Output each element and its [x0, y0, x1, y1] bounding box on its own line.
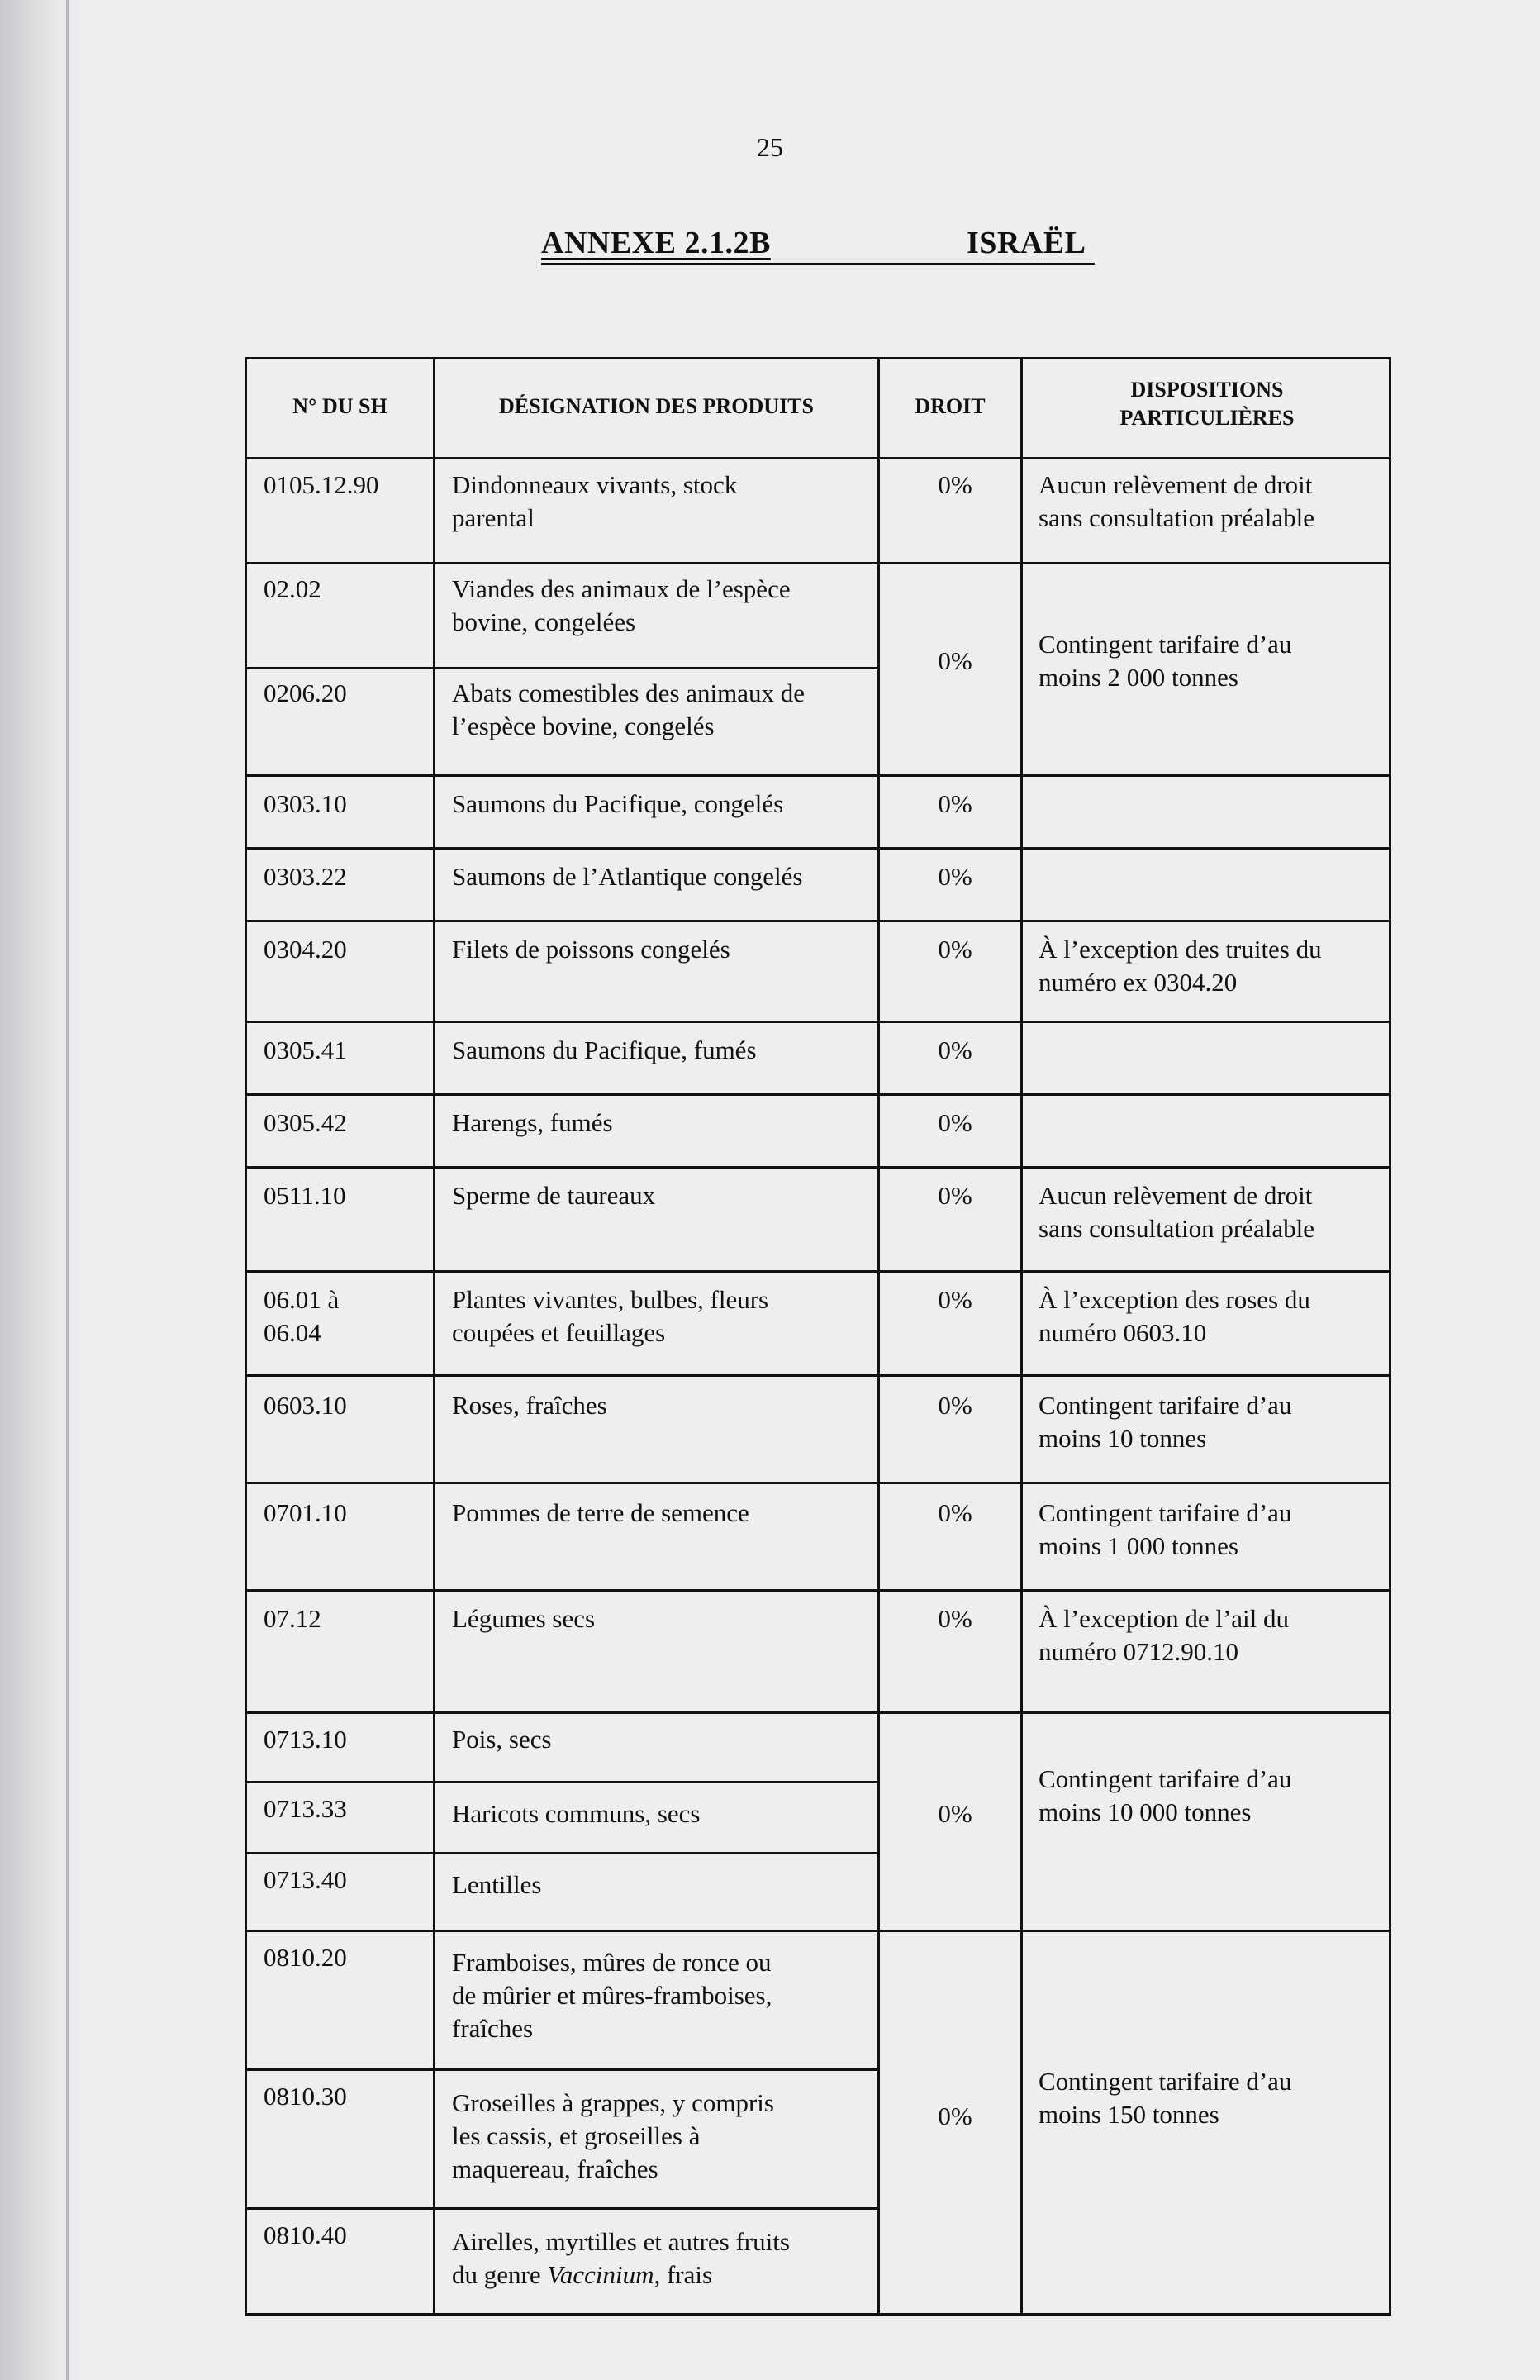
hs-code: 0701.10	[264, 1498, 347, 1527]
row-divider	[247, 920, 1389, 922]
duty-rate: 0%	[938, 646, 972, 675]
hs-code: 0810.40	[264, 2221, 347, 2249]
hs-code: 0511.10	[264, 1181, 346, 1210]
hs-code: 02.02	[264, 574, 321, 603]
duty-rate: 0%	[938, 1498, 972, 1527]
hs-code: 0713.40	[264, 1865, 347, 1894]
header-designation: DÉSIGNATION DES PRODUITS	[499, 394, 814, 418]
row-divider	[247, 1093, 1389, 1096]
product-designation: Harengs, fumés	[452, 1108, 613, 1137]
hs-code: 0713.33	[264, 1794, 347, 1823]
special-provisions: À l’exception des truites du numéro ex 0304.20	[1039, 935, 1322, 997]
duty-rate: 0%	[938, 862, 972, 891]
product-designation: Saumons de l’Atlantique congelés	[452, 862, 803, 891]
duty-rate: 0%	[938, 1285, 972, 1314]
product-designation: Légumes secs	[452, 1604, 596, 1633]
row-divider	[247, 1781, 880, 1783]
special-provisions: Contingent tarifaire d’au moins 1 000 tonnes	[1039, 1498, 1292, 1560]
hs-code: 06.01 à 06.04	[264, 1285, 340, 1347]
duty-rate: 0%	[938, 1108, 972, 1137]
hs-code: 0304.20	[264, 935, 347, 964]
hs-code: 0303.10	[264, 789, 347, 818]
hs-code: 0303.22	[264, 862, 347, 891]
product-designation: Framboises, mûres de ronce ou de mûrier et mûres-framboises, fraîches	[452, 1948, 772, 2043]
product-designation: Viandes des animaux de l’espèce bovine, congelées	[452, 574, 791, 636]
product-designation: Filets de poissons congelés	[452, 935, 730, 964]
row-divider	[247, 667, 880, 669]
row-divider	[247, 457, 1389, 459]
product-designation: Sperme de taureaux	[452, 1181, 656, 1210]
header-provisions	[1023, 376, 1391, 432]
duty-rate: 0%	[938, 1799, 972, 1828]
product-designation: Haricots communs, secs	[452, 1799, 701, 1828]
hs-code: 07.12	[264, 1604, 321, 1633]
row-divider	[247, 1021, 1389, 1023]
country-title: ISRAËL	[967, 226, 1086, 260]
product-designation: Plantes vivantes, bulbes, fleurs coupées et feuillages	[452, 1285, 769, 1347]
row-divider	[247, 1589, 1389, 1592]
product-designation: Saumons du Pacifique, congelés	[452, 789, 784, 818]
hs-code: 0105.12.90	[264, 470, 379, 499]
duty-rate: 0%	[938, 1391, 972, 1420]
duty-rate: 0%	[938, 470, 972, 499]
page-number: 25	[757, 132, 783, 162]
row-divider	[247, 2207, 880, 2210]
header-provisions-line: DISPOSITIONS	[1130, 378, 1284, 402]
product-designation: Roses, fraîches	[452, 1391, 607, 1420]
row-divider	[247, 1711, 1389, 1714]
column-divider	[433, 359, 435, 2313]
page-spine-shadow	[0, 0, 83, 2380]
hs-code: 0603.10	[264, 1391, 347, 1420]
product-designation: Airelles, myrtilles et autres fruits du genre Vaccinium, frais	[452, 2227, 790, 2289]
product-designation: Groseilles à grappes, y compris les cassis, et groseilles à maquereau, fraîches	[452, 2088, 774, 2183]
header-duty: DROIT	[915, 394, 986, 418]
duty-rate: 0%	[938, 2102, 972, 2130]
column-divider	[1020, 359, 1023, 2313]
hs-code: 0713.10	[264, 1725, 347, 1754]
row-divider	[247, 1374, 1389, 1377]
product-designation: Pois, secs	[452, 1725, 552, 1754]
hs-code: 0305.42	[264, 1108, 347, 1137]
binding-edge	[66, 0, 69, 2380]
special-provisions: Aucun relèvement de droit sans consultation préalable	[1039, 1181, 1315, 1243]
duty-rate: 0%	[938, 1035, 972, 1064]
title-underline	[541, 263, 1095, 265]
product-designation: Lentilles	[452, 1870, 542, 1899]
product-designation: Dindonneaux vivants, stock parental	[452, 470, 738, 532]
column-divider	[877, 359, 880, 2313]
row-divider	[247, 2068, 880, 2071]
row-divider	[247, 847, 1389, 850]
special-provisions: Contingent tarifaire d’au moins 2 000 tonnes	[1039, 630, 1292, 692]
duty-rate: 0%	[938, 1181, 972, 1210]
hs-code: 0810.20	[264, 1943, 347, 1972]
special-provisions: Aucun relèvement de droit sans consultation préalable	[1039, 470, 1315, 532]
duty-rate: 0%	[938, 935, 972, 964]
row-divider	[247, 774, 1389, 777]
special-provisions: Contingent tarifaire d’au moins 10 000 tonnes	[1039, 1764, 1292, 1826]
duty-rate: 0%	[938, 789, 972, 818]
row-divider	[247, 1852, 880, 1854]
special-provisions: À l’exception des roses du numéro 0603.10	[1039, 1285, 1310, 1347]
tariff-table	[245, 357, 1391, 2316]
annex-title: ANNEXE 2.1.2B	[541, 226, 771, 260]
product-designation: Saumons du Pacifique, fumés	[452, 1035, 757, 1064]
row-divider	[247, 1166, 1389, 1169]
hs-code: 0206.20	[264, 678, 347, 707]
hs-code: 0305.41	[264, 1035, 347, 1064]
row-divider	[247, 1930, 1389, 1932]
row-divider	[247, 1482, 1389, 1484]
product-designation: Pommes de terre de semence	[452, 1498, 749, 1527]
special-provisions: Contingent tarifaire d’au moins 150 tonnes	[1039, 2067, 1292, 2129]
special-provisions: Contingent tarifaire d’au moins 10 tonnes	[1039, 1391, 1292, 1453]
header-hs-code: N° DU SH	[292, 394, 387, 418]
header-provisions-line: PARTICULIÈRES	[1119, 406, 1295, 430]
duty-rate: 0%	[938, 1604, 972, 1633]
row-divider	[247, 1270, 1389, 1273]
hs-code: 0810.30	[264, 2082, 347, 2111]
row-divider	[247, 562, 1389, 564]
special-provisions: À l’exception de l’ail du numéro 0712.90.10	[1039, 1604, 1290, 1666]
product-designation: Abats comestibles des animaux de l’espèce bovine, congelés	[452, 678, 806, 740]
